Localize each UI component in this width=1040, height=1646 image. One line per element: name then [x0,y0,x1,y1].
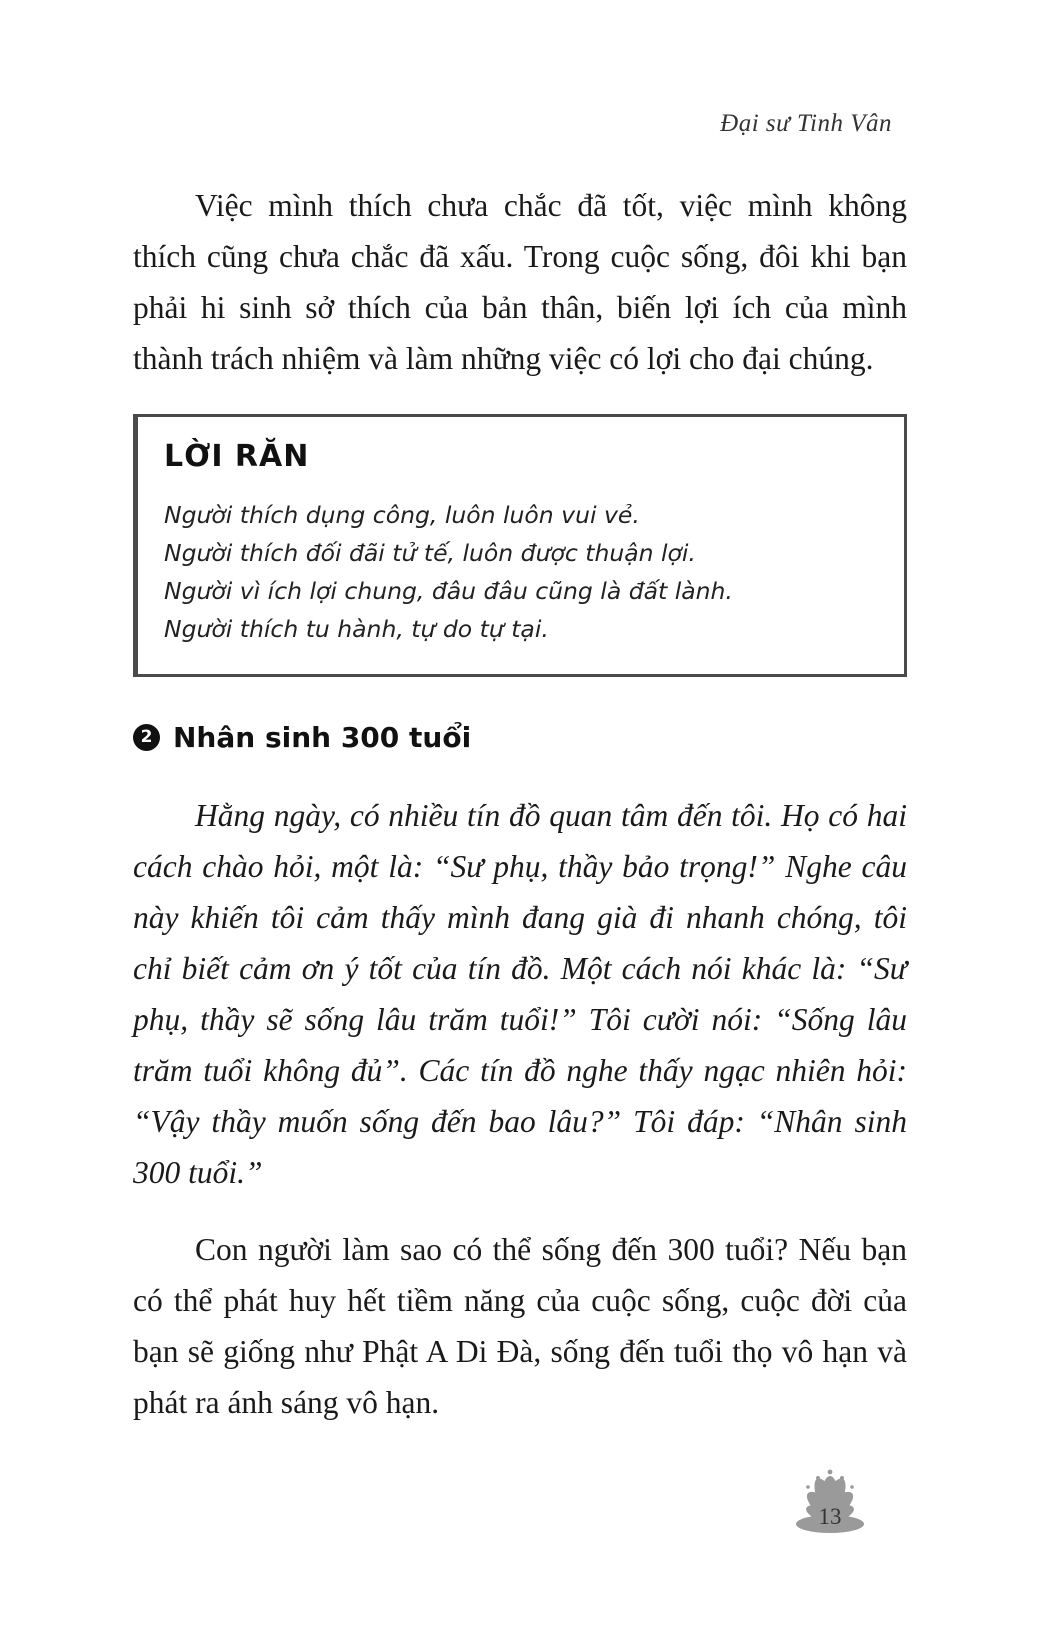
section-number-badge: 2 [133,724,160,751]
callout-line: Người vì ích lợi chung, đâu đâu cũng là đất lành. [164,577,733,605]
section-paragraph: Hằng ngày, có nhiều tín đồ quan tâm đến tôi. Họ có hai cách chào hỏi, một là: “Sư phụ, thầy bảo trọng!” Nghe câu này khiến tôi cảm thấy mình đang già đi nhanh chóng, tôi chỉ biết cảm ơn ý tốt của tín đồ. Một cách nói khác là: “Sư phụ, thầy sẽ sống lâu trăm tuổi!” Tôi cười nói: “Sống lâu trăm tuổi không đủ”. Các tín đồ nghe thấy ngạc nhiên hỏi: “Vậy thầy muốn sống đến bao lâu?” Tôi đáp: “Nhân sinh 300 tuổi.” [133,798,907,1190]
callout-line: Người thích đối đãi tử tế, luôn được thuận lợi. [164,539,696,567]
running-head: Đại sư Tinh Vân [720,110,892,137]
spacer [133,768,907,790]
callout-box [133,414,907,677]
section-title: Nhân sinh 300 tuổi [173,721,472,754]
section-heading [133,721,907,754]
intro-paragraph: Việc mình thích chưa chắc đã tốt, việc mình không thích cũng chưa chắc đã xấu. Trong cuộc sống, đôi khi bạn phải hi sinh sở thích của bản thân, biến lợi ích của mình thành trách nhiệm và làm những việc có lợi cho đại chúng. [133,188,907,376]
section-paragraph: Con người làm sao có thể sống đến 300 tuổi? Nếu bạn có thể phát huy hết tiềm năng của cuộc sống, cuộc đời của bạn sẽ giống như Phật A Di Đà, sống đến tuổi thọ vô hạn và phát ra ánh sáng vô hạn. [133,1232,907,1420]
page-number: 13 [818,1504,842,1529]
callout-line: Người thích tu hành, tự do tự tại. [164,615,549,643]
spacer [133,1198,907,1224]
page-body [133,180,907,1428]
page-footer [770,1454,890,1550]
callout-title: LỜI RĂN [164,439,310,474]
callout-line: Người thích dụng công, luôn luôn vui vẻ. [164,501,640,529]
